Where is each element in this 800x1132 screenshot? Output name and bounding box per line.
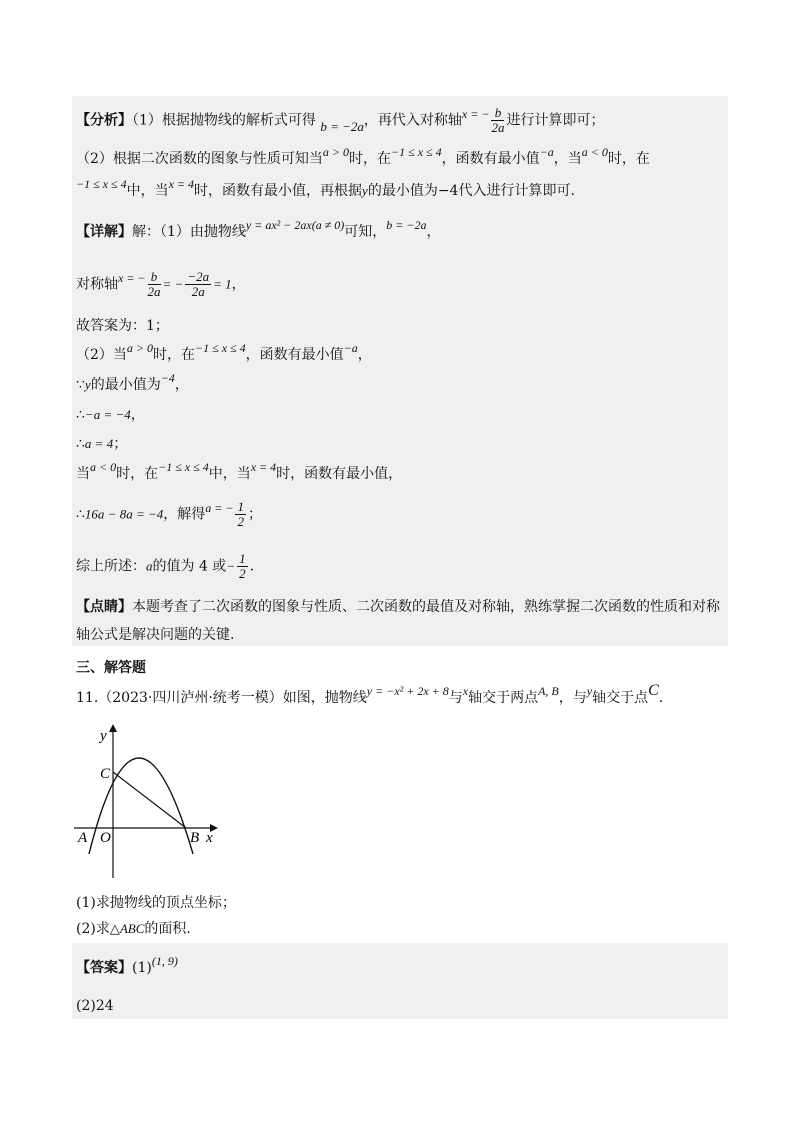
segment-cb	[113, 772, 186, 828]
analysis-tag: 【分析】	[76, 112, 132, 129]
detail-line-4: （2）当a > 0时，在−1 ≤ x ≤ 4，函数有最小值−a，	[76, 341, 372, 363]
section-title: 三、解答题	[76, 660, 146, 676]
comment-line-1: 【点睛】本题考查了二次函数的图象与性质、二次函数的最值及对称轴，熟练掌握二次函数的性质和对称	[76, 599, 720, 615]
label-b: B	[190, 830, 200, 846]
label-y: y	[100, 728, 107, 744]
detail-line-9: ∴16a − 8a = −4，解得a = − $\frac{1}{2}$ ；	[76, 499, 262, 529]
answer-line-1: 【答案】(1)(1, 9)	[76, 954, 178, 976]
detail-line-7: ∴a = 4；	[76, 436, 128, 452]
comment-line-2: 轴公式是解决问题的关键.	[76, 627, 235, 643]
detail-line-10: 综上所述：a的值为 4 或− $\frac{1}{2}$ .	[76, 551, 255, 581]
question-2: (2)求△ABC的面积.	[76, 921, 191, 937]
detail-tag: 【详解】	[76, 224, 132, 240]
fraction: $\frac{b}{2a}$	[147, 269, 161, 299]
problem-line: 11.（2023·四川泸州·统考一模）如图，抛物线y = −x² + 2x + 8与x轴交于两点A, B，与y轴交于点C.	[76, 682, 664, 706]
answer-tag: 【答案】	[76, 960, 132, 976]
comment-tag: 【点睛】	[76, 599, 132, 615]
detail-line-1: 【详解】解：（1）由抛物线y = ax² − 2ax(a ≠ 0)可知，b = −2a，	[76, 218, 441, 240]
label-x: x	[206, 830, 213, 846]
answer-line-2: (2)24	[76, 998, 114, 1014]
analysis-line-3: −1 ≤ x ≤ 4中，当x = 4时，函数有最小值，再根据y的最小值为−4代入进行计算即可.	[76, 177, 575, 199]
parabola-figure	[70, 722, 230, 882]
label-a: A	[78, 830, 88, 846]
detail-line-2: 对称轴x = − $\frac{b}{2a}$ = − $\frac{-2a}{2a}$ = 1，	[76, 269, 246, 299]
label-c: C	[100, 766, 111, 782]
detail-line-3: 故答案为：1；	[76, 318, 169, 334]
label-o: O	[100, 830, 111, 846]
analysis-line-2: （2）根据二次函数的图象与性质可知当a > 0时，在−1 ≤ x ≤ 4，函数有最小值−a，当a < 0时，在	[76, 145, 650, 167]
y-axis-arrow	[109, 724, 117, 732]
detail-line-6: ∴−a = −4，	[76, 407, 145, 423]
fraction: $\frac{1}{2}$	[239, 551, 246, 581]
fraction: $\frac{-2a}{2a}$	[187, 269, 210, 299]
fraction: $\frac{1}{2}$	[237, 499, 244, 529]
fraction: $\frac{b}{2a}$	[491, 105, 505, 135]
detail-line-8: 当a < 0时，在−1 ≤ x ≤ 4中，当x = 4时，函数有最小值，	[76, 460, 403, 482]
analysis-line-1: 【分析】（1）根据抛物线的解析式可得 b = −2a，再代入对称轴x = − $\frac{b}{2a}$ 进行计算即可；	[76, 105, 605, 135]
question-1: (1)求抛物线的顶点坐标；	[76, 895, 236, 911]
detail-line-5: ∵y的最小值为−4，	[76, 371, 189, 393]
